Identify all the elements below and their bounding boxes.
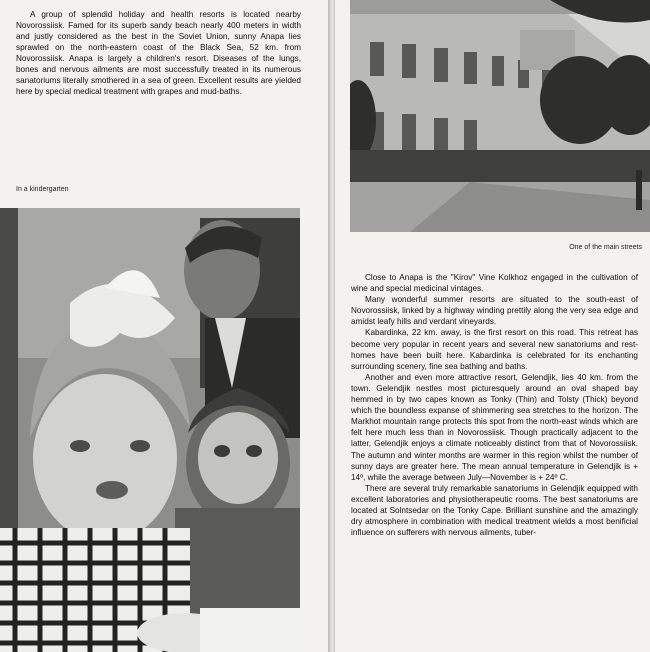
article-paragraph: Many wonderful summer resorts are situated to the south-east of Novorossiisk, linked by a highway winding prettily along the very sea edge and amidst leafy hills and verdant vineyards.: [351, 295, 638, 327]
right-page: [335, 0, 650, 652]
kindergarten-photo-caption: In a kindergarten: [16, 186, 69, 193]
main-street-photo: [350, 0, 650, 232]
kindergarten-photo: [0, 208, 300, 652]
article-paragraph: There are several truly remarkable sanatoriums in Gelendjik equipped with excellent laboratories and physiotherapeutic rooms. The best sanatoriums are located at Solntsedar on the Tonky Cape. Brilliant sunshine and the amazingly dry atmosphere in combination with medical treatment wields a most benificial influence on sufferers with nervous ailments, tuber-: [351, 483, 638, 538]
page-gutter: [328, 0, 335, 652]
kindergarten-photo-illustration: [0, 208, 300, 652]
intro-paragraph: A group of splendid holiday and health resorts is located nearby Novorossiisk. Famed for its superb sandy beach nearly 400 meters in width and justly considered as the best in the Soviet Union, sunny Anapa lies sprawled on the north-eastern coast of the Black Sea, 52 km. from Novorossiisk. Anapa is largely a children's resort. Diseases of the lungs, bones and nervous ailments are most successfully treated in its numerous sanatoriums literally smothered in a sea of green. Excellent results are yielded here by special medical treatment with grapes and mud-baths.: [16, 10, 301, 96]
article-paragraph: Kabardinka, 22 km. away, is the first resort on this road. This retreat has become very popular in recent years and several new sanatoriums and rest-homes have been built here. Kabardinka is celebrated for its enchanting surrounding scenery, fine sea bathing and baths.: [351, 328, 638, 371]
article-paragraph: Another and even more attractive resort, Gelendjik, lies 40 km. from the town. Gelendjik nestles most picturesquely around an oval shaped bay hemmed in by two capes known as Tonky (Thin) and Tolsty (Thick) beyond which the boundless expanse of shimmering sea stretches to the horizon. The Markhot mountain range protects this spot from the north-east winds which are felt here much less than in Novorossiisk. Though practically adjacent to the latter, Gelendjik enjoys a climate noticeably distinct from that of Novorossiisk. The autumn and winter months are warmer in this region whilst the number of sunny days are greater here. The mean annual temperature in Gelendjik is + 14º, while the average between July—November is + 24º C.: [351, 372, 638, 482]
main-street-photo-caption: One of the main streets: [569, 244, 642, 251]
main-street-photo-illustration: [350, 0, 650, 232]
article-paragraph: Close to Anapa is the "Kirov" Vine Kolkhoz engaged in the cultivation of wine and special medicinal vintages.: [351, 273, 638, 294]
resorts-article: [351, 272, 638, 538]
